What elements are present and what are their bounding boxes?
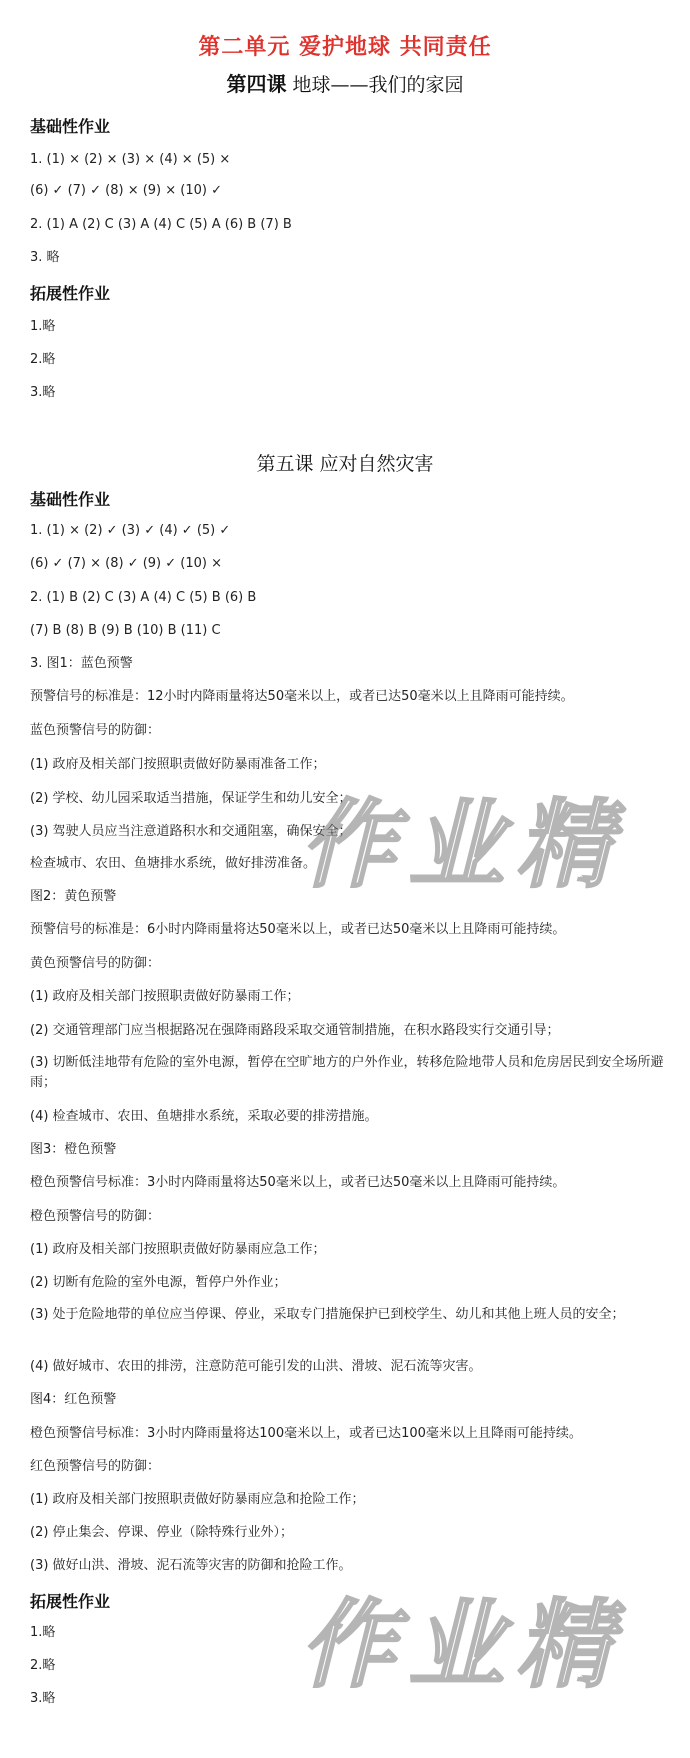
watermark: 作业精 <box>300 1589 624 1701</box>
lesson4-title-number: 第四课 <box>226 72 287 96</box>
lesson5-basic-line: (2) 停止集会、停课、停业（除特殊行业外）； <box>30 1525 294 1540</box>
lesson4-basic-line: 2. (1) A (2) C (3) A (4) C (5) A (6) B (7) B <box>30 217 292 232</box>
lesson5-basic-line: (4) 做好城市、农田的排涝，注意防范可能引发的山洪、滑坡、泥石流等灾害。 <box>30 1359 482 1374</box>
lesson5-basic-line: 橙色预警信号标准：3小时内降雨量将达100毫米以上，或者已达100毫米以上且降雨可能持续。 <box>30 1426 582 1441</box>
lesson5-basic-line: (3) 处于危险地带的单位应当停课、停业，采取专门措施保护已到校学生、幼儿和其他上班人员的安全； <box>30 1307 625 1322</box>
lesson5-ext-line: 2.略 <box>30 1658 56 1673</box>
lesson5-basic-line: (7) B (8) B (9) B (10) B (11) C <box>30 623 221 638</box>
lesson4-basic-heading: 基础性作业 <box>30 117 111 136</box>
lesson5-basic-line: 红色预警信号的防御： <box>30 1459 161 1474</box>
lesson4-ext-line: 3.略 <box>30 385 56 400</box>
lesson5-basic-line: (6) ✓ (7) × (8) ✓ (9) ✓ (10) × <box>30 556 222 571</box>
lesson5-figure-label: 图3：橙色预警 <box>30 1142 117 1157</box>
lesson5-basic-line: (3) 切断低洼地带有危险的室外电源，暂停在空旷地方的户外作业，转移危险地带人员和危房居民到安全场所避雨； <box>30 1055 664 1090</box>
watermark: 作业精 <box>300 789 624 901</box>
lesson5-ext-line: 3.略 <box>30 1691 56 1706</box>
lesson5-basic-line: 橙色预警信号标准：3小时内降雨量将达50毫米以上，或者已达50毫米以上且降雨可能持续。 <box>30 1175 566 1190</box>
lesson4-title <box>0 68 690 97</box>
lesson5-basic-line: (4) 检查城市、农田、鱼塘排水系统，采取必要的排涝措施。 <box>30 1109 378 1124</box>
lesson4-basic-line: 1. (1) × (2) × (3) × (4) × (5) × <box>30 152 231 167</box>
lesson5-figure-label: 图4：红色预警 <box>30 1392 117 1407</box>
lesson5-basic-line: 橙色预警信号的防御： <box>30 1209 161 1224</box>
lesson5-basic-line: (2) 切断有危险的室外电源，暂停户外作业； <box>30 1275 287 1290</box>
lesson5-basic-line: (1) 政府及相关部门按照职责做好防暴雨应急工作； <box>30 1242 326 1257</box>
lesson5-basic-line: 1. (1) × (2) ✓ (3) ✓ (4) ✓ (5) ✓ <box>30 523 231 538</box>
lesson5-basic-line: (2) 学校、幼儿园采取适当措施，保证学生和幼儿安全； <box>30 791 352 806</box>
lesson5-basic-line: (1) 政府及相关部门按照职责做好防暴雨工作； <box>30 989 300 1004</box>
lesson4-basic-line: 3. 略 <box>30 250 60 265</box>
lesson4-ext-line: 1.略 <box>30 319 56 334</box>
lesson4-title-text: 地球——我们的家园 <box>286 74 464 96</box>
lesson5-basic-line: 检查城市、农田、鱼塘排水系统，做好排涝准备。 <box>30 856 317 871</box>
lesson5-basic-heading: 基础性作业 <box>30 490 111 509</box>
lesson5-basic-line: 预警信号的标准是：6小时内降雨量将达50毫米以上，或者已达50毫米以上且降雨可能持续。 <box>30 922 566 937</box>
lesson5-basic-line: (1) 政府及相关部门按照职责做好防暴雨准备工作； <box>30 757 326 772</box>
lesson5-basic-line: (2) 交通管理部门应当根据路况在强降雨路段采取交通管制措施，在积水路段实行交通引导； <box>30 1023 560 1038</box>
lesson5-basic-line: 预警信号的标准是：12小时内降雨量将达50毫米以上，或者已达50毫米以上且降雨可能持续。 <box>30 689 574 704</box>
lesson5-basic-line: 黄色预警信号的防御： <box>30 956 161 971</box>
lesson5-ext-line: 1.略 <box>30 1625 56 1640</box>
lesson5-ext-heading: 拓展性作业 <box>30 1592 111 1611</box>
lesson5-figure-label: 3. 图1：蓝色预警 <box>30 656 133 671</box>
lesson5-basic-line: (3) 做好山洪、滑坡、泥石流等灾害的防御和抢险工作。 <box>30 1558 352 1573</box>
lesson4-basic-line: (6) ✓ (7) ✓ (8) × (9) × (10) ✓ <box>30 183 222 198</box>
lesson4-ext-line: 2.略 <box>30 352 56 367</box>
lesson5-title: 第五课 应对自然灾害 <box>256 453 434 475</box>
lesson5-basic-line: (1) 政府及相关部门按照职责做好防暴雨应急和抢险工作； <box>30 1492 365 1507</box>
unit-title: 第二单元 爱护地球 共同责任 <box>198 34 492 60</box>
lesson4-ext-heading: 拓展性作业 <box>30 284 111 303</box>
lesson5-basic-line: (3) 驾驶人员应当注意道路积水和交通阻塞，确保安全； <box>30 824 352 839</box>
lesson5-basic-line: 蓝色预警信号的防御： <box>30 723 161 738</box>
lesson5-figure-label: 图2：黄色预警 <box>30 889 117 904</box>
lesson5-basic-line: 2. (1) B (2) C (3) A (4) C (5) B (6) B <box>30 590 257 605</box>
